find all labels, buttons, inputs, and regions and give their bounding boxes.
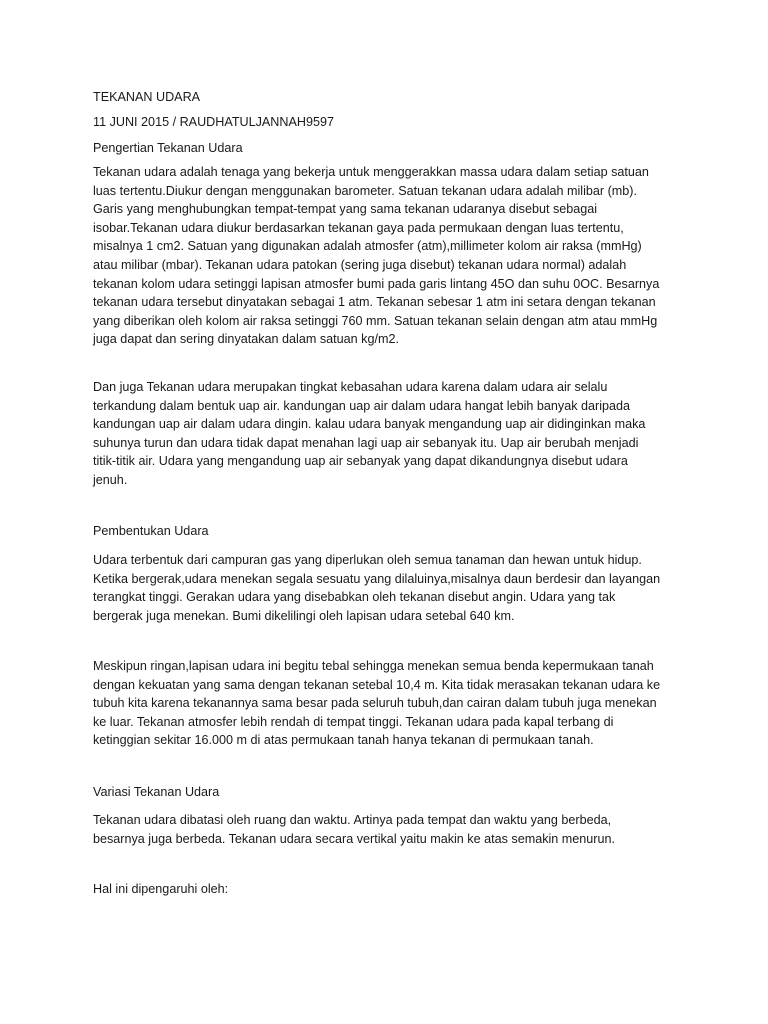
- paragraph-variasi-2: [93, 880, 693, 899]
- paragraph-line: titik-titik air. Udara yang mengandung uap air sebanyak yang dapat dikandungnya disebut udara: [93, 454, 628, 469]
- paragraph-line: misalnya 1 cm2. Satuan yang digunakan adalah atmosfer (atm),millimeter kolom air raksa (mmHg): [93, 239, 642, 254]
- paragraph-line: isobar.Tekanan udara diukur berdasarkan tekanan gaya pada permukaan dengan luas tertentu,: [93, 220, 624, 235]
- section-heading: Pengertian Tekanan Udara: [93, 141, 243, 155]
- paragraph-pembentukan-2: [93, 657, 693, 750]
- paragraph-line: Garis yang menghubungkan tempat-tempat yang sama tekanan udaranya disebut sebagai: [93, 202, 598, 217]
- paragraph-line: Ketika bergerak,udara menekan segala sesuatu yang dilaluinya,misalnya daun berdesir dan layangan: [93, 571, 661, 586]
- paragraph-pengertian-1: [93, 163, 693, 349]
- paragraph-line: yang diberikan oleh kolom air raksa setinggi 760 mm. Satuan tekanan selain dengan atm atau mmHg: [93, 313, 658, 328]
- paragraph-line: atau milibar (mbar). Tekanan udara patokan (sering juga disebut) tekanan udara normal) adalah: [93, 257, 627, 272]
- section-heading-pengertian: [93, 139, 693, 158]
- meta-text: 11 JUNI 2015 / RAUDHATULJANNAH9597: [93, 115, 335, 129]
- paragraph-line: tubuh kita karena tekanannya sama besar pada seluruh tubuh,dan cairan dalam tubuh juga menekan: [93, 696, 657, 711]
- paragraph-line: luas tertentu.Diukur dengan menggunakan barometer. Satuan tekanan udara adalah milibar (mb).: [93, 183, 637, 198]
- paragraph-line: Udara terbentuk dari campuran gas yang diperlukan oleh semua tanaman dan hewan untuk hidup.: [93, 553, 642, 567]
- paragraph-line: dengan kekuatan yang sama dengan tekanan setebal 10,4 m. Kita tidak merasakan tekanan udara ke: [93, 677, 661, 692]
- section-heading-pembentukan: [93, 522, 693, 541]
- paragraph-line: tekanan kolom udara setinggi lapisan atmosfer bumi pada garis lintang 45O dan suhu 0OC. Besarnya: [93, 276, 660, 291]
- paragraph-line: juga dapat dan sering dinyatakan dalam satuan kg/m2.: [93, 332, 399, 347]
- paragraph-line: jenuh.: [93, 472, 128, 487]
- paragraph-line: Hal ini dipengaruhi oleh:: [93, 882, 229, 896]
- paragraph-variasi-1: [93, 811, 693, 848]
- section-heading-variasi: [93, 783, 693, 802]
- paragraph-line: besarnya juga berbeda. Tekanan udara secara vertikal yaitu makin ke atas semakin menurun.: [93, 831, 616, 846]
- paragraph-line: ke luar. Tekanan atmosfer lebih rendah di tempat tinggi. Tekanan udara pada kapal terbang di: [93, 714, 614, 729]
- paragraph-line: ketinggian sekitar 16.000 m di atas permukaan tanah hanya tekanan di permukaan tanah.: [93, 733, 594, 748]
- document-meta: [93, 113, 693, 132]
- paragraph-line: bergerak juga menekan. Bumi dikelilingi oleh lapisan udara setebal 640 km.: [93, 608, 515, 623]
- section-heading: Variasi Tekanan Udara: [93, 785, 220, 799]
- section-heading: Pembentukan Udara: [93, 524, 209, 538]
- paragraph-line: terangkat tinggi. Gerakan udara yang disebabkan oleh tekanan disebut angin. Udara yang tak: [93, 590, 616, 605]
- paragraph-pembentukan-1: [93, 551, 693, 625]
- title-text: TEKANAN UDARA: [93, 90, 201, 104]
- paragraph-line: kandungan uap air dalam udara dingin. kalau udara banyak mengandung uap air didinginkan maka: [93, 417, 646, 432]
- paragraph-line: Tekanan udara adalah tenaga yang bekerja untuk menggerakkan massa udara dalam setiap satuan: [93, 165, 649, 179]
- paragraph-line: Meskipun ringan,lapisan udara ini begitu tebal sehingga menekan semua benda kepermukaan tanah: [93, 659, 654, 673]
- paragraph-line: tekanan udara tersebut dinyatakan sebagai 1 atm. Tekanan sebesar 1 atm ini setara dengan tekanan: [93, 295, 656, 310]
- paragraph-pengertian-2: [93, 378, 693, 490]
- paragraph-line: Tekanan udara dibatasi oleh ruang dan waktu. Artinya pada tempat dan waktu yang berbeda,: [93, 813, 612, 827]
- paragraph-line: suhunya turun dan udara tidak dapat menahan lagi uap air sebanyak itu. Uap air berubah menjadi: [93, 435, 639, 450]
- paragraph-line: Dan juga Tekanan udara merupakan tingkat kebasahan udara karena dalam udara air selalu: [93, 380, 608, 394]
- paragraph-line: terkandung dalam bentuk uap air. kandungan uap air dalam udara hangat lebih banyak daripada: [93, 398, 631, 413]
- document-title: [93, 88, 693, 107]
